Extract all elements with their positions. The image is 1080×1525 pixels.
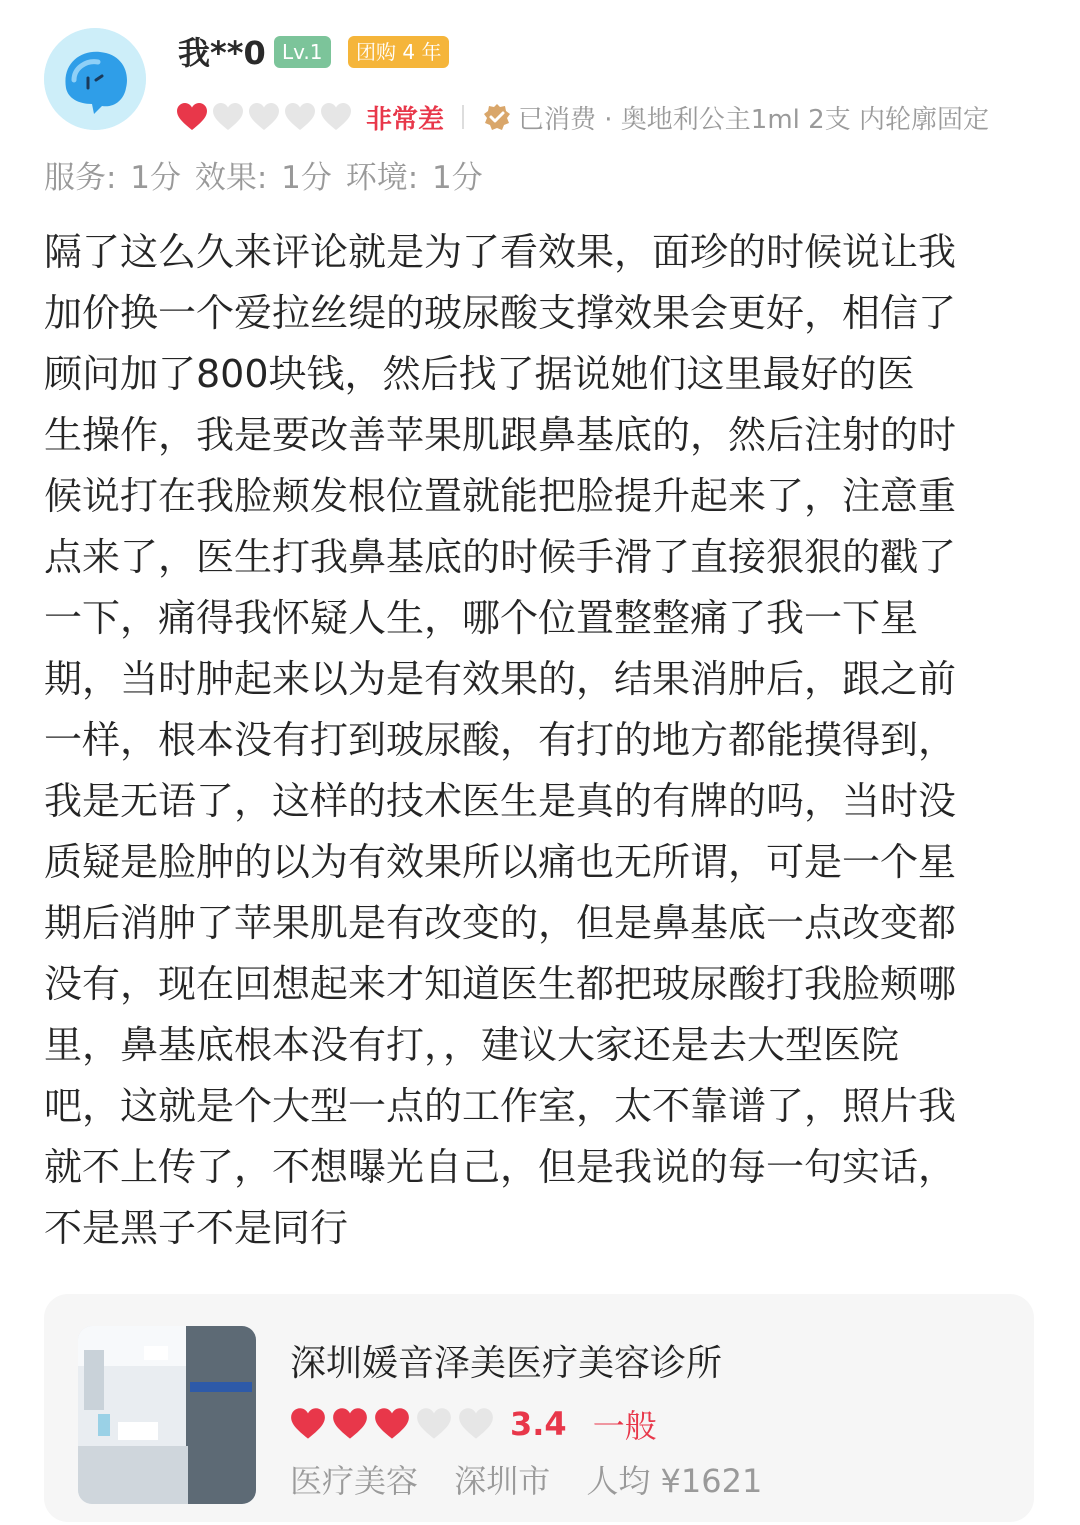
heart-empty-icon — [320, 102, 352, 132]
review-body — [44, 222, 1044, 1259]
merchant-name[interactable]: 深圳媛音泽美医疗美容诊所 — [290, 1343, 723, 1384]
sub-scores: 服务: 1分 效果: 1分 环境: 1分 — [44, 160, 483, 196]
review-body-line: 期，当时肿起来以为是有效果的，结果消肿后，跟之前 — [44, 657, 957, 701]
review-hearts — [176, 102, 356, 132]
merchant-category: 医疗美容 — [290, 1462, 419, 1500]
verified-consumption-icon — [482, 102, 512, 132]
clinic-photo-image — [78, 1326, 256, 1504]
heart-filled-icon — [290, 1407, 326, 1441]
tenure-badge: 团购 4 年 — [348, 36, 449, 68]
merchant-meta — [290, 1458, 788, 1504]
merchant-card[interactable] — [44, 1294, 1034, 1522]
merchant-avg-price: 人均 ¥1621 — [586, 1462, 763, 1500]
rating-label: 非常差 — [366, 104, 445, 135]
merchant-hearts — [290, 1407, 500, 1441]
heart-empty-icon — [458, 1407, 494, 1441]
review-body-line: 没有，现在回想起来才知道医生都把玻尿酸打我脸颊哪 — [44, 962, 957, 1006]
review-body-line: 候说打在我脸颊发根位置就能把脸提升起来了，注意重 — [44, 474, 957, 518]
review-body-line: 一样，根本没有打到玻尿酸，有打的地方都能摸得到， — [44, 718, 957, 762]
heart-empty-icon — [284, 102, 316, 132]
heart-empty-icon — [212, 102, 244, 132]
review-body-line: 我是无语了，这样的技术医生是真的有牌的吗，当时没 — [44, 779, 957, 823]
avatar[interactable] — [44, 28, 146, 130]
review-body-line: 一下，痛得我怀疑人生，哪个位置整整痛了我一下星 — [44, 596, 919, 640]
heart-filled-icon — [332, 1407, 368, 1441]
review-body-line: 隔了这么久来评论就是为了看效果，面珍的时候说让我 — [44, 230, 957, 274]
heart-empty-icon — [248, 102, 280, 132]
avatar-blob-icon — [44, 28, 146, 130]
merchant-city: 深圳市 — [454, 1462, 551, 1500]
review-body-line: 吧，这就是个大型一点的工作室，太不靠谱了，照片我 — [44, 1084, 957, 1128]
level-badge: Lv.1 — [274, 36, 331, 68]
review-body-line: 不是黑子不是同行 — [44, 1206, 349, 1250]
review-body-line: 生操作，我是要改善苹果肌跟鼻基底的，然后注射的时 — [44, 413, 957, 457]
review-body-line: 点来了，医生打我鼻基底的时候手滑了直接狠狠的戳了 — [44, 535, 957, 579]
merchant-score: 3.4 — [510, 1405, 567, 1443]
review-body-line: 就不上传了，不想曝光自己，但是我说的每一句实话， — [44, 1145, 957, 1189]
merchant-score-label: 一般 — [592, 1407, 657, 1445]
review-body-line: 顾问加了800块钱，然后找了据说她们这里最好的医 — [44, 352, 915, 396]
heart-empty-icon — [416, 1407, 452, 1441]
divider — [462, 105, 464, 129]
review-rating-row — [176, 98, 989, 136]
heart-filled-icon — [176, 102, 208, 132]
review-body-line: 质疑是脸肿的以为有效果所以痛也无所谓，可是一个星 — [44, 840, 957, 884]
merchant-thumbnail[interactable] — [78, 1326, 256, 1504]
heart-filled-icon — [374, 1407, 410, 1441]
review-body-line: 期后消肿了苹果肌是有改变的，但是鼻基底一点改变都 — [44, 901, 957, 945]
merchant-rating-row — [290, 1402, 657, 1446]
consumed-info: 已消费 · 奥地利公主1ml 2支 内轮廓固定 — [518, 104, 989, 135]
review-body-line: 加价换一个爱拉丝缇的玻尿酸支撑效果会更好，相信了 — [44, 291, 957, 335]
username[interactable]: 我**0 — [178, 34, 266, 72]
review-body-line: 里，鼻基底根本没有打，，建议大家还是去大型医院 — [44, 1023, 900, 1067]
